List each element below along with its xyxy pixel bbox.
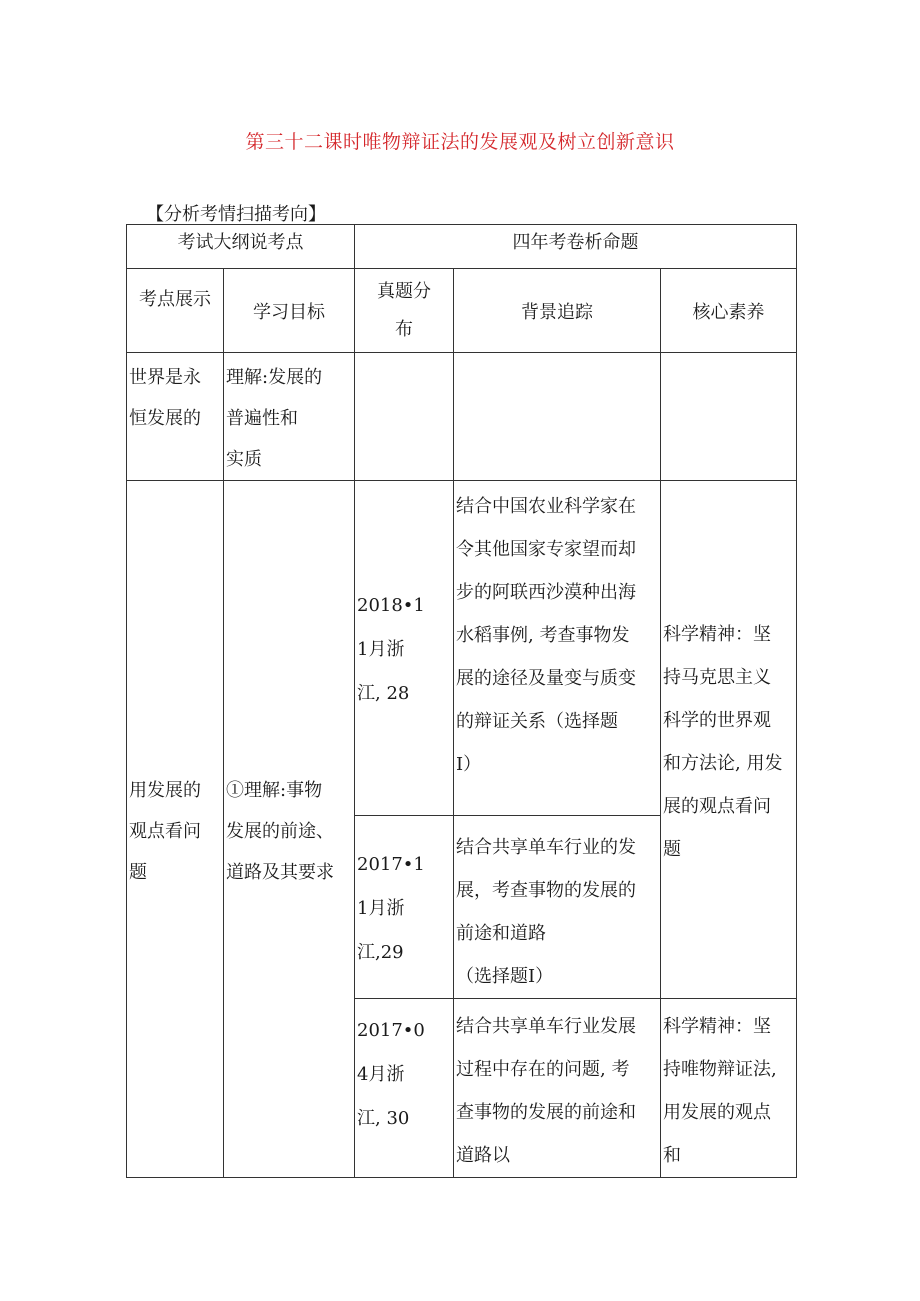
header-goal: 学习目标 bbox=[224, 269, 355, 353]
exam-item-2018-11: 2018•1 1月浙 江, 28 bbox=[355, 481, 454, 816]
exam-analysis-table bbox=[126, 224, 797, 1178]
row1-point: 世界是永 恒发展的 bbox=[127, 353, 224, 481]
exam-item-2017-04: 2017•0 4月浙 江, 30 bbox=[355, 999, 454, 1178]
row1-goal: 理解:发展的 普遍性和 实质 bbox=[224, 353, 355, 481]
header-point: 考点展示 bbox=[127, 269, 224, 353]
background-item-2017-11: 结合共享单车行业的发 展，考查事物的发展的 前途和道路 （选择题I） bbox=[454, 816, 661, 999]
row2-point: 用发展的 观点看问 题 bbox=[127, 481, 224, 1178]
header-literacy: 核心素养 bbox=[661, 269, 797, 353]
table-header-row-top bbox=[127, 225, 797, 269]
table-row bbox=[127, 353, 797, 481]
row2-goal: ①理解:事物 发展的前途、 道路及其要求 bbox=[224, 481, 355, 1178]
exam-item-2017-11: 2017•1 1月浙 江,29 bbox=[355, 816, 454, 999]
section-label: 【分析考情扫描考向】 bbox=[146, 204, 326, 225]
header-background: 背景追踪 bbox=[454, 269, 661, 353]
header-outline: 考试大纲说考点 bbox=[127, 225, 355, 269]
row1-exam-empty bbox=[355, 353, 454, 481]
background-item-2018-11: 结合中国农业科学家在 令其他国家专家望而却 步的阿联西沙漠种出海 水稻事例, 考查事物发 展的途径及量变与质变 的辩证关系（选择题 I） bbox=[454, 481, 661, 816]
literacy-a: 科学精神：坚 持马克思主义 科学的世界观 和方法论, 用发 展的观点看问 题 bbox=[661, 481, 797, 999]
table-header-row-sub bbox=[127, 269, 797, 353]
row1-literacy-empty bbox=[661, 353, 797, 481]
literacy-b: 科学精神：坚 持唯物辩证法, 用发展的观点 和 bbox=[661, 999, 797, 1178]
background-item-2017-04: 结合共享单车行业发展 过程中存在的问题, 考 查事物的发展的前途和 道路以 bbox=[454, 999, 661, 1178]
page-title: 第三十二课时唯物辩证法的发展观及树立创新意识 bbox=[245, 131, 675, 153]
header-analysis: 四年考卷析命题 bbox=[355, 225, 797, 269]
header-exam: 真题分 布 bbox=[355, 269, 454, 353]
row1-background-empty bbox=[454, 353, 661, 481]
table-row bbox=[127, 481, 797, 816]
